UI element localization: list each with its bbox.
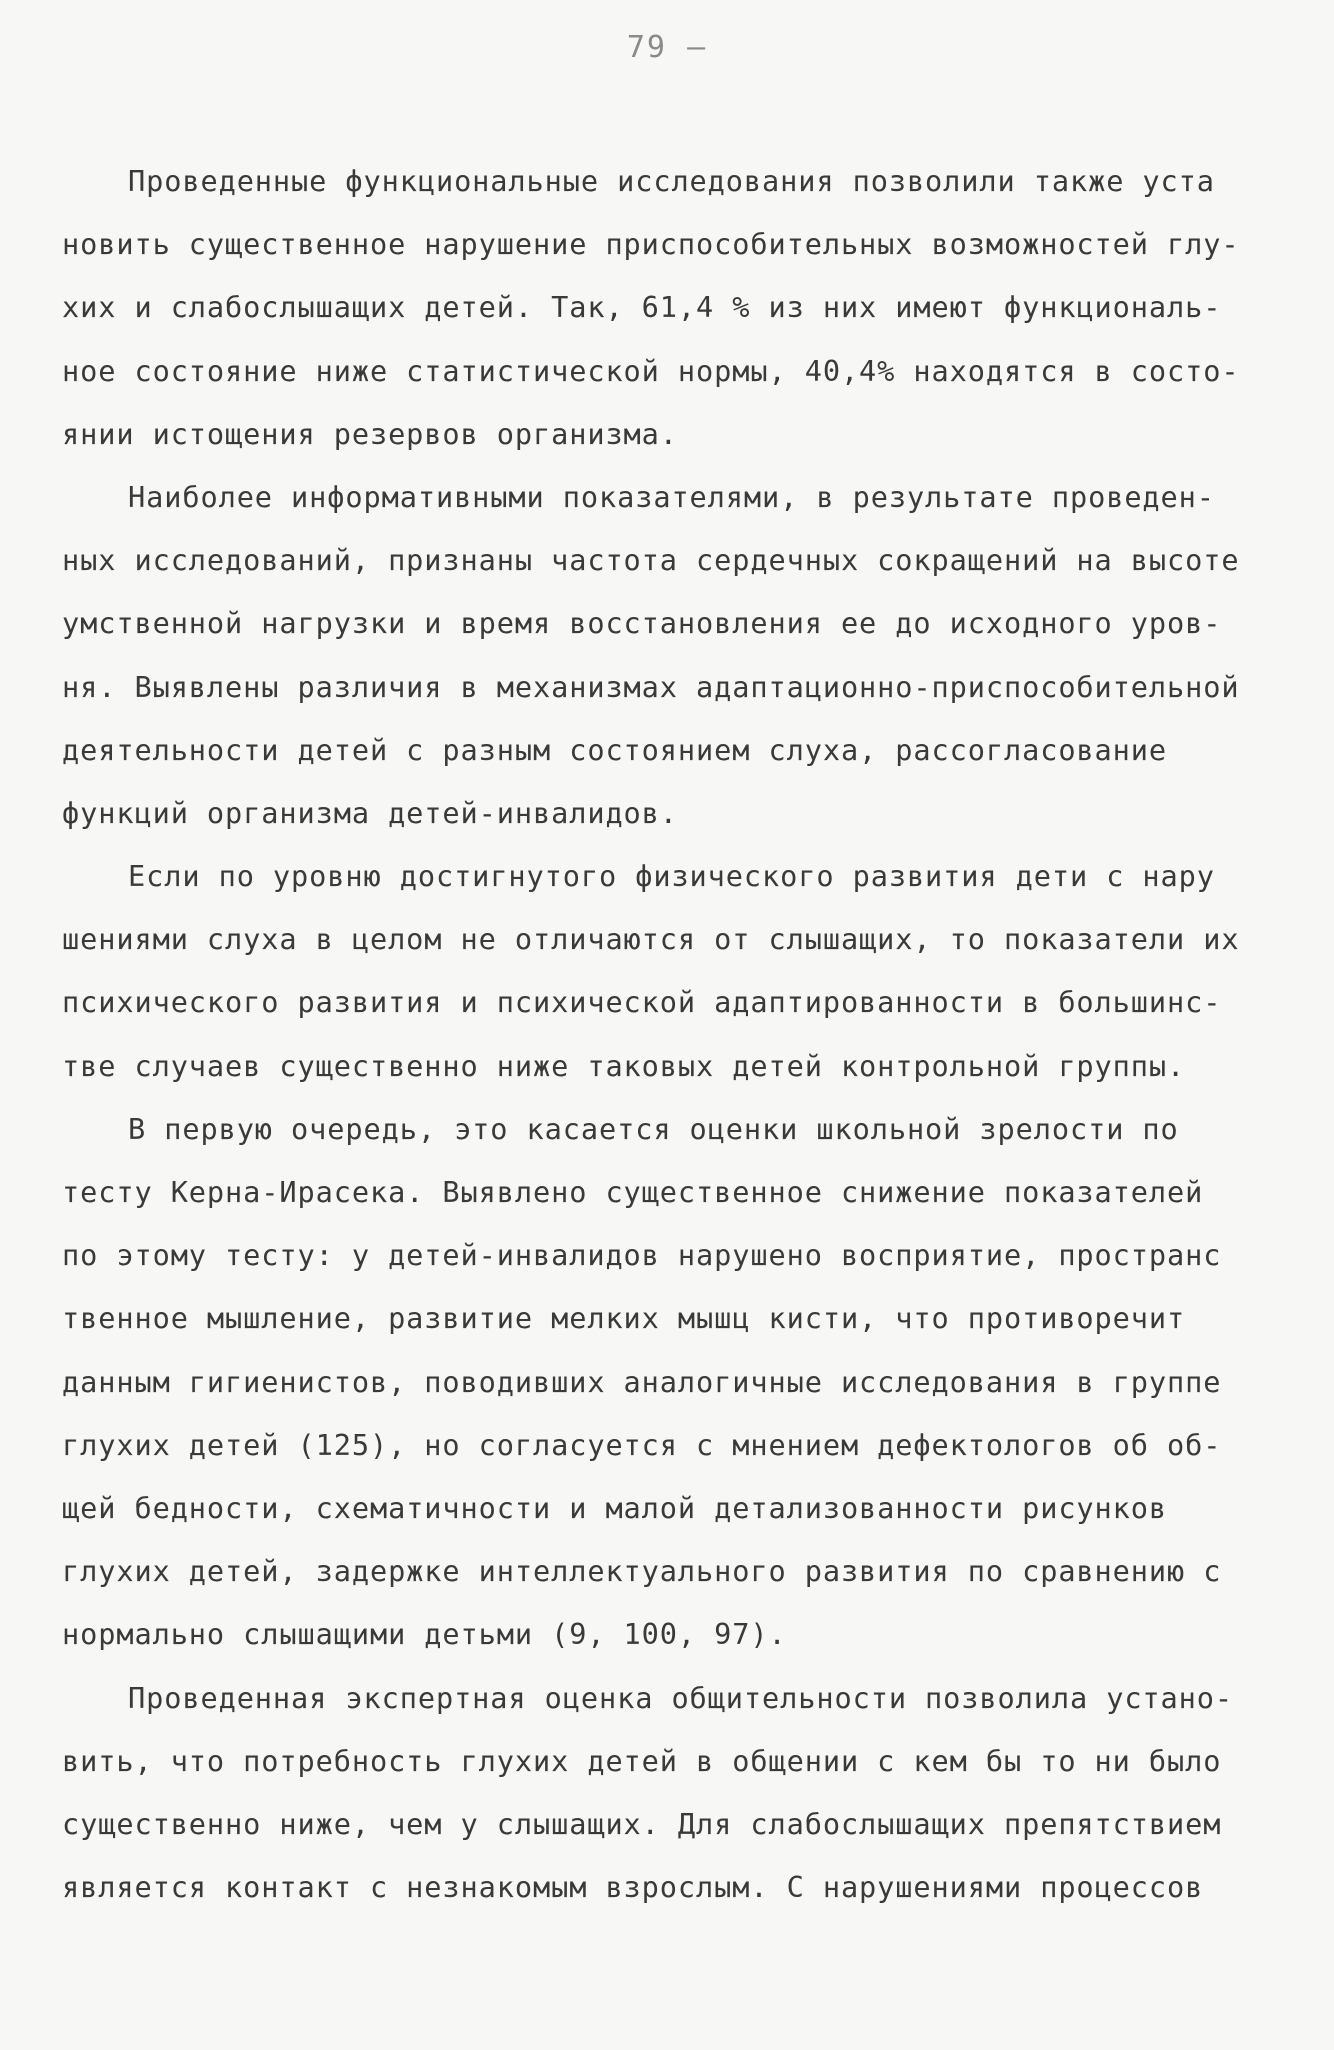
text-line: глухих детей (125), но согласуется с мнением дефектологов об об- — [62, 1427, 1222, 1462]
text-line: ня. Выявлены различия в механизмах адаптационно-приспособительной — [62, 669, 1240, 704]
text-line: янии истощения резервов организма. — [62, 416, 678, 451]
text-line: Наиболее информативными показателями, в результате проведен- — [128, 479, 1215, 514]
text-line: Если по уровню достигнутого физического развития дети с нару — [128, 859, 1215, 894]
page-number-label: 79 — [626, 30, 667, 65]
text-line: глухих детей, задержке интеллектуального развития по сравнению с — [62, 1554, 1222, 1589]
text-line: тесту Керна-Ирасека. Выявлено существенное снижение показателей — [62, 1175, 1204, 1209]
text-line: деятельности детей с разным состоянием слуха, рассогласование — [62, 732, 1168, 767]
text-line: существенно ниже, чем у слышащих. Для слабослышащих препятствием — [62, 1806, 1222, 1841]
text-line: шениями слуха в целом не отличаются от слышащих, то показатели их — [62, 922, 1240, 957]
text-line: щей бедности, схематичности и малой детализованности рисунков — [62, 1490, 1168, 1525]
text-line: новить существенное нарушение приспособительных возможностей глу- — [62, 227, 1240, 262]
text-line: функций организма детей-инвалидов. — [62, 795, 678, 830]
text-line: по этому тесту: у детей-инвалидов нарушено восприятие, пространс — [62, 1238, 1222, 1273]
text-line: В первую очередь, это касается оценки школьной зрелости по — [128, 1111, 1179, 1146]
text-line: психического развития и психической адаптированности в большинс- — [62, 985, 1222, 1020]
text-line: хих и слабослышащих детей. Так, 61,4 % из них имеют функциональ- — [62, 290, 1222, 325]
text-line: тве случаев существенно ниже таковых детей контрольной группы. — [62, 1048, 1186, 1083]
text-line: вить, что потребность глухих детей в общении с кем бы то ни было — [62, 1743, 1222, 1778]
document-body — [62, 150, 1272, 1919]
text-line: Проведенная экспертная оценка общительности позволила устано- — [128, 1680, 1234, 1715]
text-line: является контакт с незнакомым взрослым. С нарушениями процессов — [62, 1870, 1204, 1905]
text-line: Проведенные функциональные исследования позволили также уста — [128, 164, 1215, 198]
text-line: ных исследований, признаны частота сердечных сокращений на высоте — [62, 543, 1240, 578]
text-line: твенное мышление, развитие мелких мышц кисти, что противоречит — [62, 1301, 1186, 1336]
text-line: ное состояние ниже статистической нормы, 40,4% находятся в состо- — [62, 353, 1240, 388]
text-line: умственной нагрузки и время восстановления ее до исходного уров- — [62, 606, 1222, 641]
page-number: 79 – — [626, 30, 708, 65]
text-line: данным гигиенистов, поводивших аналогичные исследования в группе — [62, 1364, 1222, 1399]
text-line: нормально слышащими детьми (9, 100, 97). — [62, 1617, 787, 1652]
